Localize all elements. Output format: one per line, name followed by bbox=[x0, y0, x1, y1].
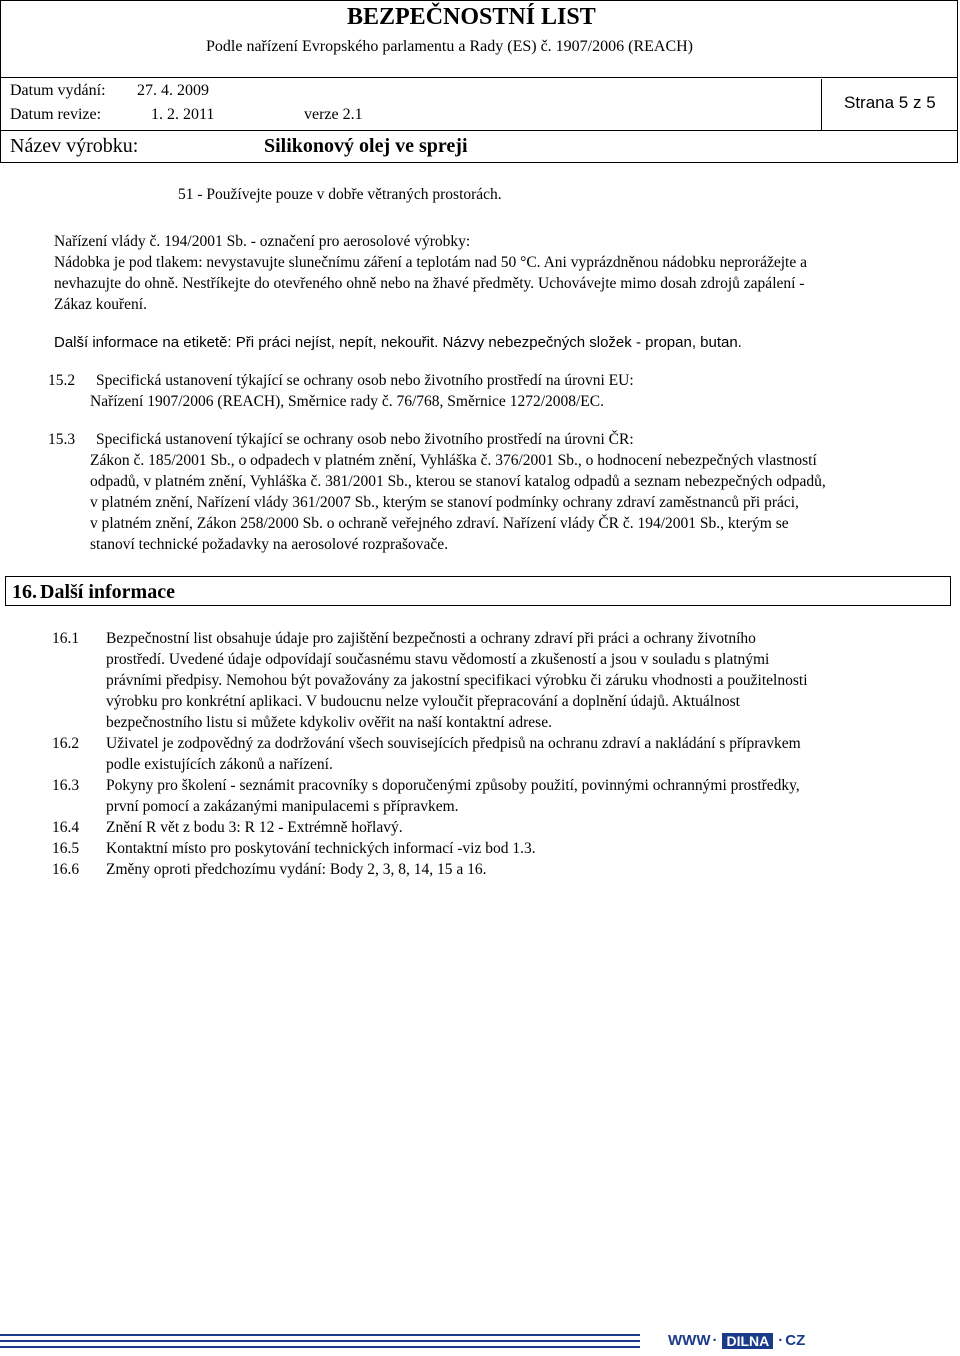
page-number: Strana 5 z 5 bbox=[844, 93, 936, 112]
issue-date-value: 27. 4. 2009 bbox=[137, 82, 209, 99]
item-text: prostředí. Uvedené údaje odpovídají současnému stavu vědomostí a zkušeností a jsou v souladu s platnými bbox=[106, 651, 770, 668]
section-16-header bbox=[5, 576, 951, 606]
item-number: 16.1 bbox=[52, 630, 80, 647]
document-subtitle: Podle nařízení Evropského parlamentu a Rady (ES) č. 1907/2006 (REACH) bbox=[206, 38, 693, 55]
r-phrase-51: 51 - Používejte pouze v dobře větraných prostorách. bbox=[178, 186, 502, 203]
section-text: v platném znění, Nařízení vlády 361/2007 Sb., kterým se stanoví podmínky ochrany zdraví zaměstnanců při práci, bbox=[90, 494, 799, 511]
section-text: Nařízení 1907/2006 (REACH), Směrnice rady č. 76/768, Směrnice 1272/2008/EC. bbox=[90, 393, 604, 410]
regulation-title: Nařízení vlády č. 194/2001 Sb. - označení pro aerosolové výrobky: bbox=[54, 233, 471, 250]
header-divider bbox=[1, 130, 957, 131]
item-text: Bezpečnostní list obsahuje údaje pro zajištění bezpečnosti a ochrany zdraví při práci a ochrany životního bbox=[106, 630, 756, 647]
item-text: Uživatel je zodpovědný za dodržování všech souvisejících předpisů na ochranu zdraví a nakládání s přípravkem bbox=[106, 735, 801, 752]
section-text: stanoví technické požadavky na aerosolové rozprašovače. bbox=[90, 536, 449, 553]
product-label: Název výrobku: bbox=[10, 135, 139, 157]
section-text: v platném znění, Zákon 258/2000 Sb. o ochraně veřejného zdraví. Nařízení vlády ČR č. 194/2001 Sb., kterým se bbox=[90, 515, 789, 532]
item-text: výrobku pro konkrétní aplikaci. V budoucnu nelze vyloučit přepracování a doplnění údajů. Aktuálnost bbox=[106, 693, 740, 710]
section-text: Specifická ustanovení týkající se ochrany osob nebo životního prostředí na úrovni EU: bbox=[96, 372, 634, 389]
section-text: Specifická ustanovení týkající se ochrany osob nebo životního prostředí na úrovni ČR: bbox=[96, 431, 634, 448]
revision-date-label: Datum revize: bbox=[10, 106, 102, 123]
brand-logo bbox=[668, 1332, 805, 1349]
item-text: Znění R vět z bodu 3: R 12 - Extrémně hořlavý. bbox=[106, 819, 403, 836]
item-text: první pomocí a zakázanými manipulacemi s přípravkem. bbox=[106, 798, 459, 815]
regulation-line: Nádobka je pod tlakem: nevystavujte slunečnímu záření a teplotám nad 50 °C. Ani vyprázdněnou nádobku neprorážejte a bbox=[54, 254, 807, 271]
logo-dot-icon: · bbox=[712, 1332, 718, 1349]
section-16-title: Další informace bbox=[40, 581, 175, 603]
section-number: 15.2 bbox=[48, 372, 76, 389]
footer-rule bbox=[0, 1334, 640, 1336]
section-number: 15.3 bbox=[48, 431, 76, 448]
item-text: Pokyny pro školení - seznámit pracovníky s doporučenými způsoby použití, povinnými ochrannými prostředky, bbox=[106, 777, 800, 794]
item-text: Kontaktní místo pro poskytování technických informací -viz bod 1.3. bbox=[106, 840, 536, 857]
item-number: 16.3 bbox=[52, 777, 80, 794]
section-text: odpadů, v platném znění, Vyhláška č. 381/2001 Sb., kterou se stanoví katalog odpadů a seznam nebezpečných odpadů, bbox=[90, 473, 826, 490]
logo-brand: DILNA bbox=[722, 1333, 773, 1349]
footer-rule bbox=[0, 1340, 640, 1342]
item-number: 16.6 bbox=[52, 861, 80, 878]
product-name: Silikonový olej ve spreji bbox=[264, 135, 468, 157]
regulation-line: Zákaz kouření. bbox=[54, 296, 147, 313]
document-title: BEZPEČNOSTNÍ LIST bbox=[347, 4, 596, 30]
item-number: 16.4 bbox=[52, 819, 80, 836]
header-divider bbox=[821, 79, 822, 131]
header-divider bbox=[1, 77, 957, 78]
item-number: 16.5 bbox=[52, 840, 80, 857]
logo-tld: CZ bbox=[785, 1332, 806, 1349]
item-text: bezpečnostního listu si můžete kdykoliv ověřit na naší kontaktní adrese. bbox=[106, 714, 552, 731]
issue-date-label: Datum vydání: bbox=[10, 82, 106, 99]
logo-dot-icon: · bbox=[778, 1332, 784, 1349]
logo-www: WWW bbox=[668, 1332, 711, 1349]
section-text: Zákon č. 185/2001 Sb., o odpadech v platném znění, Vyhláška č. 376/2001 Sb., o hodnocení nebezpečných vlastností bbox=[90, 452, 817, 469]
version: verze 2.1 bbox=[304, 106, 363, 123]
item-text: podle existujících zákonů a nařízení. bbox=[106, 756, 333, 773]
label-information: Další informace na etiketě: Při práci nejíst, nepít, nekouřit. Názvy nebezpečných složek - propan, butan. bbox=[54, 334, 742, 351]
item-text: právními předpisy. Nemohou být považovány za jakostní specifikaci výrobku či záruku vhodnosti a použitelnosti bbox=[106, 672, 808, 689]
regulation-line: nevhazujte do ohně. Nestříkejte do otevřeného ohně nebo na žhavé předměty. Uchovávejte mimo dosah zdrojů zapálení - bbox=[54, 275, 805, 292]
section-16-number: 16. bbox=[12, 581, 37, 603]
item-text: Změny oproti předchozímu vydání: Body 2, 3, 8, 14, 15 a 16. bbox=[106, 861, 487, 878]
footer-rule bbox=[0, 1346, 640, 1348]
revision-date-value: 1. 2. 2011 bbox=[151, 106, 215, 123]
item-number: 16.2 bbox=[52, 735, 80, 752]
